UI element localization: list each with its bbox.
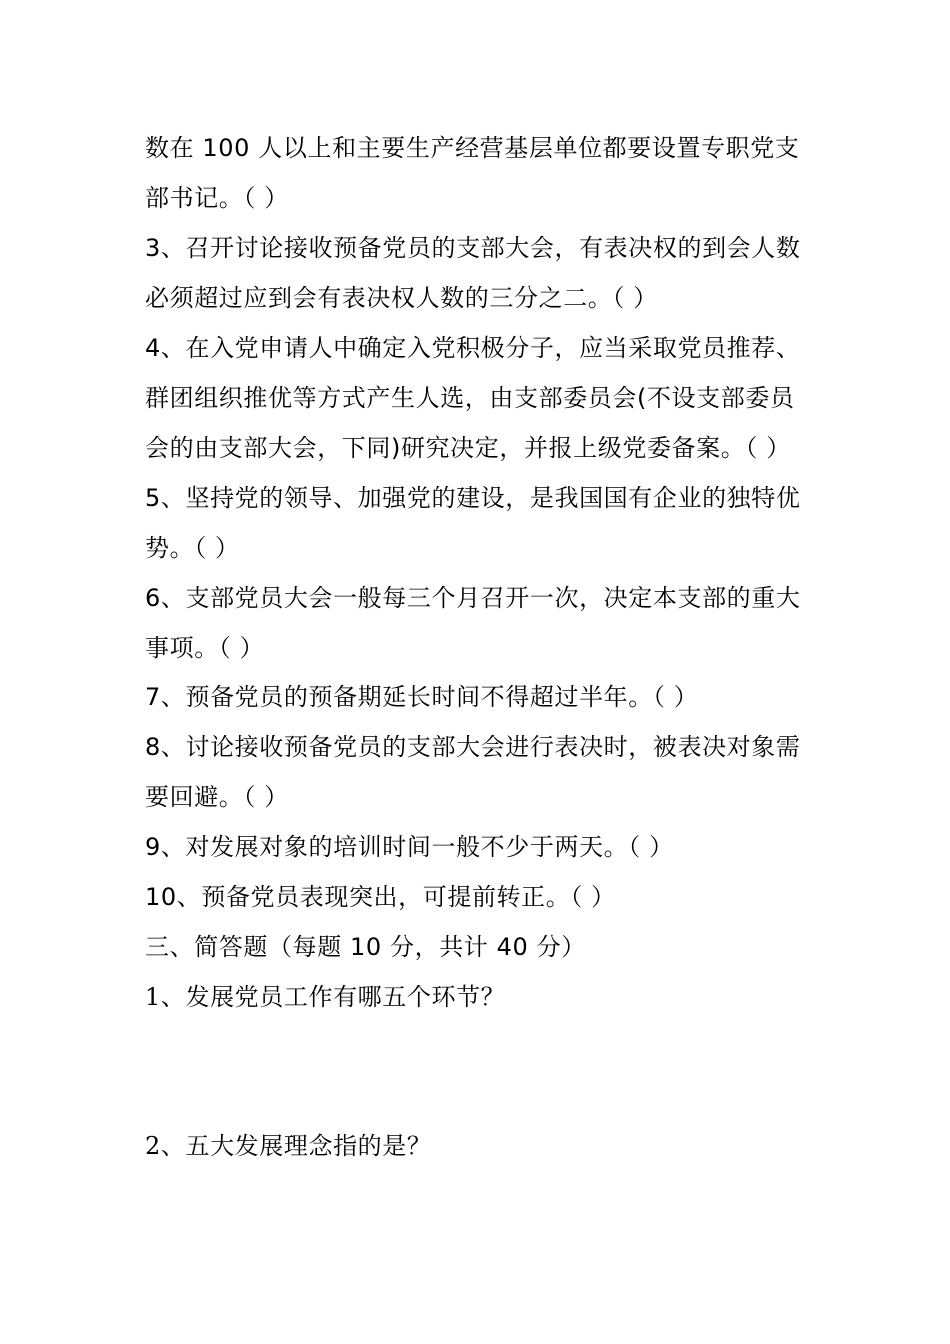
section-heading: 三、简答题（每题 10 分，共计 40 分） <box>145 933 586 961</box>
question-4-line-2: 群团组织推优等方式产生人选，由支部委员会(不设支部委员 <box>145 384 795 412</box>
text-line-2: 部书记。（ ） <box>145 184 289 212</box>
question-4-line-3: 会的由支部大会，下同)研究决定，并报上级党委备案。（ ） <box>145 434 791 462</box>
question-3-line-2: 必须超过应到会有表决权人数的三分之二。（ ） <box>145 284 658 312</box>
question-5-line-1: 5、坚持党的领导、加强党的建设，是我国国有企业的独特优 <box>145 484 801 512</box>
question-5-line-2: 势。（ ） <box>145 534 240 562</box>
question-6-line-1: 6、支部党员大会一般每三个月召开一次，决定本支部的重大 <box>145 584 801 612</box>
question-3-line-1: 3、召开讨论接收预备党员的支部大会，有表决权的到会人数 <box>145 234 801 262</box>
question-10: 10、预备党员表现突出，可提前转正。（ ） <box>145 883 616 911</box>
question-9: 9、对发展对象的培训时间一般不少于两天。（ ） <box>145 833 674 861</box>
question-6-line-2: 事项。（ ） <box>145 634 265 662</box>
question-4-line-1: 4、在入党申请人中确定入党积极分子，应当采取党员推荐、 <box>145 334 801 362</box>
question-8-line-1: 8、讨论接收预备党员的支部大会进行表决时，被表决对象需 <box>145 733 801 761</box>
question-7: 7、预备党员的预备期延长时间不得超过半年。（ ） <box>145 683 699 711</box>
question-8-line-2: 要回避。（ ） <box>145 783 289 811</box>
short-answer-question-2: 2、五大发展理念指的是？ <box>145 1132 432 1160</box>
text-line-1: 数在 100 人以上和主要生产经营基层单位都要设置专职党支 <box>145 134 800 162</box>
short-answer-question-1: 1、发展党员工作有哪五个环节？ <box>145 983 506 1011</box>
